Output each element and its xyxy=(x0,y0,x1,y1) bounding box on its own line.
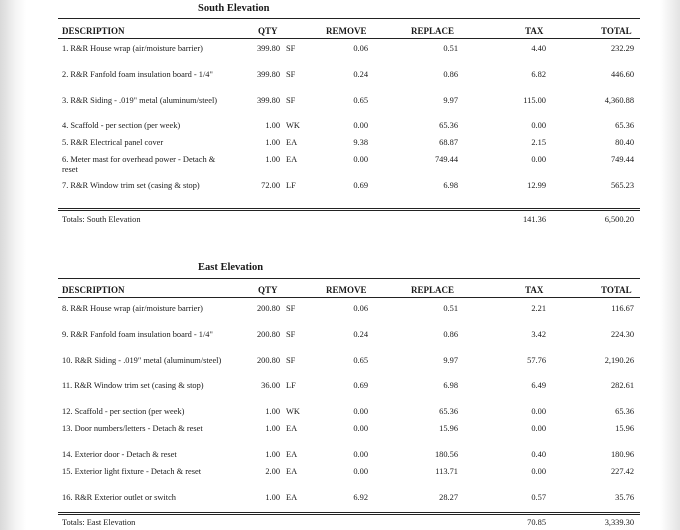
item-description: 7. R&R Window trim set (casing & stop) xyxy=(62,181,200,190)
item-replace: 6.98 xyxy=(443,181,458,190)
item-tax: 0.00 xyxy=(531,155,546,164)
item-unit: WK xyxy=(286,121,300,130)
item-total: 65.36 xyxy=(615,121,634,130)
item-unit: SF xyxy=(286,356,296,365)
item-remove: 0.24 xyxy=(353,330,368,339)
col-header-remove: REMOVE xyxy=(326,26,367,36)
item-unit: WK xyxy=(286,407,300,416)
item-total: 35.76 xyxy=(615,493,634,502)
item-replace: 28.27 xyxy=(439,493,458,502)
item-replace: 6.98 xyxy=(443,381,458,390)
item-quantity: 200.80 xyxy=(256,330,280,339)
item-unit: SF xyxy=(286,96,296,105)
item-remove: 0.00 xyxy=(353,407,368,416)
item-replace: 65.36 xyxy=(439,121,458,130)
item-total: 116.67 xyxy=(611,304,634,313)
item-quantity: 399.80 xyxy=(256,70,280,79)
col-header-total: TOTAL xyxy=(601,26,632,36)
item-quantity: 36.00 xyxy=(261,381,280,390)
item-description: 4. Scaffold - per section (per week) xyxy=(62,121,181,130)
item-unit: EA xyxy=(286,450,298,459)
item-unit: EA xyxy=(286,467,298,476)
east-header-rule-top xyxy=(58,278,640,279)
item-quantity: 1.00 xyxy=(265,493,280,502)
east-col-header-remove: REMOVE xyxy=(326,285,367,295)
item-description: 2. R&R Fanfold foam insulation board - 1/4" xyxy=(62,70,213,79)
item-quantity: 2.00 xyxy=(265,467,280,476)
item-description: 8. R&R House wrap (air/moisture barrier) xyxy=(62,304,203,313)
section-title-east: East Elevation xyxy=(198,262,264,273)
item-replace: 68.87 xyxy=(439,138,458,147)
col-header-qty: QTY xyxy=(258,26,278,36)
item-total: 2,190.26 xyxy=(604,356,634,365)
item-quantity: 1.00 xyxy=(265,155,280,164)
item-tax: 115.00 xyxy=(523,96,546,105)
item-remove: 6.92 xyxy=(353,493,368,502)
item-description: 16. R&R Exterior outlet or switch xyxy=(62,493,176,502)
item-quantity: 1.00 xyxy=(265,121,280,130)
south-totals-total: 6,500.20 xyxy=(604,215,634,224)
item-unit: SF xyxy=(286,304,296,313)
item-remove: 0.24 xyxy=(353,70,368,79)
item-description: 13. Door numbers/letters - Detach & reset xyxy=(62,424,203,433)
item-tax: 0.00 xyxy=(531,407,546,416)
item-replace: 9.97 xyxy=(443,96,458,105)
item-total: 232.29 xyxy=(610,44,634,53)
item-tax: 0.00 xyxy=(531,121,546,130)
page-edge-shadow-right xyxy=(660,0,680,530)
item-total: 65.36 xyxy=(615,407,634,416)
item-total: 446.60 xyxy=(610,70,634,79)
east-totals-tax: 70.85 xyxy=(527,518,546,527)
item-replace: 0.51 xyxy=(443,44,458,53)
item-unit: EA xyxy=(286,155,298,164)
item-replace: 65.36 xyxy=(439,407,458,416)
item-description: 12. Scaffold - per section (per week) xyxy=(62,407,185,416)
item-replace: 113.71 xyxy=(435,467,458,476)
item-replace: 0.86 xyxy=(443,330,458,339)
east-totals-rule xyxy=(58,512,640,515)
item-total: 282.61 xyxy=(610,381,634,390)
item-description: 11. R&R Window trim set (casing & stop) xyxy=(62,381,204,390)
item-description: 6. Meter mast for overhead power - Detach & reset xyxy=(62,155,216,174)
item-quantity: 399.80 xyxy=(256,96,280,105)
east-col-header-replace: REPLACE xyxy=(411,285,455,295)
item-tax: 0.00 xyxy=(531,424,546,433)
item-remove: 0.65 xyxy=(353,96,368,105)
east-col-header-qty: QTY xyxy=(258,285,278,295)
item-total: 749.44 xyxy=(610,155,634,164)
item-description: 15. Exterior light fixture - Detach & reset xyxy=(62,467,202,476)
item-replace: 0.51 xyxy=(443,304,458,313)
item-unit: EA xyxy=(286,138,298,147)
item-total: 180.96 xyxy=(610,450,634,459)
header-rule-top xyxy=(58,18,640,19)
item-unit: LF xyxy=(286,181,296,190)
south-totals-rule xyxy=(58,208,640,211)
east-header-rule-bottom xyxy=(58,297,640,298)
item-description: 1. R&R House wrap (air/moisture barrier) xyxy=(62,44,203,53)
item-remove: 9.38 xyxy=(353,138,368,147)
item-remove: 0.00 xyxy=(353,155,368,164)
item-tax: 6.49 xyxy=(531,381,546,390)
item-tax: 57.76 xyxy=(527,356,546,365)
item-unit: EA xyxy=(286,424,298,433)
item-unit: SF xyxy=(286,44,296,53)
item-quantity: 200.80 xyxy=(256,304,280,313)
item-replace: 0.86 xyxy=(443,70,458,79)
item-remove: 0.00 xyxy=(353,121,368,130)
item-remove: 0.06 xyxy=(353,304,368,313)
item-remove: 0.06 xyxy=(353,44,368,53)
page-edge-shadow-left xyxy=(0,0,26,530)
item-unit: SF xyxy=(286,330,296,339)
item-quantity: 72.00 xyxy=(261,181,280,190)
item-total: 227.42 xyxy=(610,467,634,476)
item-remove: 0.00 xyxy=(353,450,368,459)
section-title-south: South Elevation xyxy=(198,3,270,14)
item-remove: 0.00 xyxy=(353,424,368,433)
item-tax: 2.15 xyxy=(531,138,546,147)
item-description: 14. Exterior door - Detach & reset xyxy=(62,450,177,459)
item-tax: 0.00 xyxy=(531,467,546,476)
item-total: 80.40 xyxy=(615,138,634,147)
item-tax: 6.82 xyxy=(531,70,546,79)
item-quantity: 1.00 xyxy=(265,138,280,147)
item-remove: 0.00 xyxy=(353,467,368,476)
item-description: 9. R&R Fanfold foam insulation board - 1/4" xyxy=(62,330,213,339)
item-total: 4,360.88 xyxy=(604,96,634,105)
south-totals-label: Totals: South Elevation xyxy=(62,215,141,224)
col-header-replace: REPLACE xyxy=(411,26,455,36)
item-tax: 0.40 xyxy=(531,450,546,459)
item-tax: 2.21 xyxy=(531,304,546,313)
col-header-tax: TAX xyxy=(525,26,544,36)
item-tax: 0.57 xyxy=(531,493,546,502)
item-quantity: 200.80 xyxy=(256,356,280,365)
east-totals-label: Totals: East Elevation xyxy=(62,518,136,527)
item-replace: 9.97 xyxy=(443,356,458,365)
item-replace: 15.96 xyxy=(439,424,458,433)
item-unit: LF xyxy=(286,381,296,390)
item-unit: EA xyxy=(286,493,298,502)
item-quantity: 1.00 xyxy=(265,450,280,459)
item-unit: SF xyxy=(286,70,296,79)
east-col-header-total: TOTAL xyxy=(601,285,632,295)
item-quantity: 399.80 xyxy=(256,44,280,53)
item-replace: 749.44 xyxy=(434,155,458,164)
south-totals-tax: 141.36 xyxy=(522,215,546,224)
item-total: 224.30 xyxy=(610,330,634,339)
item-replace: 180.56 xyxy=(434,450,458,459)
item-description: 5. R&R Electrical panel cover xyxy=(62,138,164,147)
item-quantity: 1.00 xyxy=(265,407,280,416)
item-remove: 0.69 xyxy=(353,381,368,390)
item-total: 15.96 xyxy=(615,424,634,433)
east-totals-total: 3,339.30 xyxy=(604,518,634,527)
item-total: 565.23 xyxy=(610,181,634,190)
item-description: 10. R&R Siding - .019" metal (aluminum/steel) xyxy=(62,356,222,365)
item-remove: 0.69 xyxy=(353,181,368,190)
east-col-header-tax: TAX xyxy=(525,285,544,295)
east-col-header-description: DESCRIPTION xyxy=(62,285,125,295)
header-rule-bottom xyxy=(58,38,640,39)
col-header-description: DESCRIPTION xyxy=(62,26,125,36)
item-quantity: 1.00 xyxy=(265,424,280,433)
item-tax: 12.99 xyxy=(527,181,546,190)
item-description: 3. R&R Siding - .019" metal (aluminum/steel) xyxy=(62,96,218,105)
item-tax: 3.42 xyxy=(531,330,546,339)
item-tax: 4.40 xyxy=(531,44,546,53)
item-remove: 0.65 xyxy=(353,356,368,365)
